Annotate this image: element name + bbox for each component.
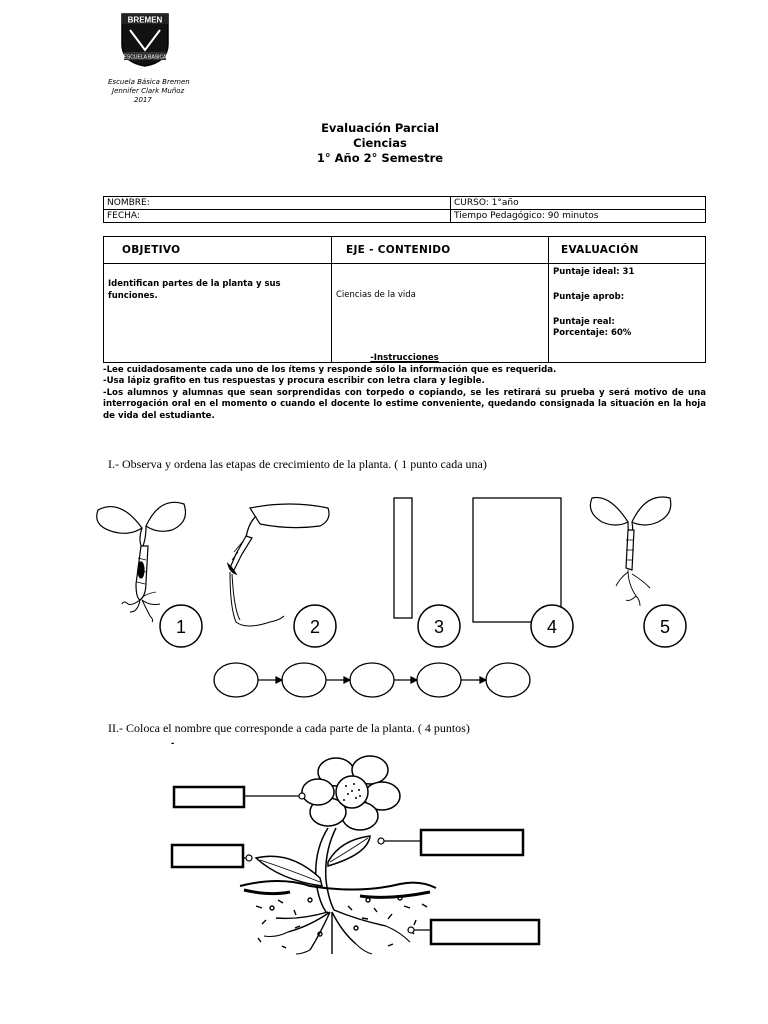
- number-label-2: 2: [309, 617, 321, 637]
- svg-text:BREMEN: BREMEN: [127, 15, 163, 25]
- objectives-table: [103, 236, 706, 363]
- question-2-text: II.- Coloca el nombre que corresponde a cada parte de la planta. ( 4 puntos): [108, 721, 470, 735]
- title-evaluation: Evaluación Parcial: [321, 121, 439, 135]
- stage-3-box: [394, 498, 412, 618]
- number-label-3: 3: [433, 617, 445, 637]
- school-name: Escuela Básica Bremen: [108, 78, 190, 86]
- instructions: [103, 353, 706, 422]
- label-box-leaf: [421, 830, 523, 855]
- number-label-1: 1: [175, 617, 187, 637]
- header-objetivo: OBJETIVO: [104, 237, 332, 264]
- info-table: [103, 196, 706, 223]
- instruction-item: -Los alumnos y alumnas que sean sorprendidas con torpedo o copiando, se les retirará su prueba y será motivo de una interrogación oral en el momento o cuando el docente lo estime conveniente, quedando consignada la situación en la hoja de vida del estudiante.: [103, 387, 706, 421]
- number-label-5: 5: [659, 617, 671, 637]
- content-axis-text: Ciencias de la vida: [332, 264, 549, 363]
- time-field: Tiempo Pedagógico: 90 minutos: [451, 210, 706, 223]
- school-year: 2017: [134, 96, 152, 104]
- number-label-4: 4: [546, 617, 558, 637]
- name-field[interactable]: NOMBRE:: [104, 197, 451, 210]
- instruction-item: -Lee cuidadosamente cada uno de los ítems y responde sólo la información que es requerida.: [103, 364, 557, 375]
- soil-and-roots-drawing: [240, 881, 436, 954]
- growth-stages: [80, 488, 700, 708]
- course-field: CURSO: 1°año: [451, 197, 706, 210]
- plant-parts-diagram: [160, 750, 560, 960]
- objective-text: Identifican partes de la planta y sus funciones.: [104, 264, 332, 363]
- label-box-flower: [174, 787, 244, 807]
- real-score: Puntaje real:: [553, 317, 615, 327]
- instruction-item: -Usa lápiz grafito en tus respuestas y procura escribir con letra clara y legible.: [103, 376, 485, 386]
- stem-drawing: [256, 828, 370, 912]
- order-oval-4: [417, 663, 461, 697]
- title-grade: 1° Año 2° Semestre: [316, 151, 444, 165]
- evaluation-cell: [549, 264, 706, 363]
- seedling-drawing-5: [590, 497, 670, 606]
- title-subject: Ciencias: [353, 136, 407, 150]
- label-box-stem: [172, 845, 243, 867]
- header-eje: EJE - CONTENIDO: [332, 237, 549, 264]
- order-oval-1: [214, 663, 258, 697]
- instructions-title: -Instrucciones: [370, 353, 439, 363]
- date-field[interactable]: FECHA:: [104, 210, 451, 223]
- document-titles: [230, 121, 530, 166]
- school-logo: [108, 10, 182, 68]
- seedling-drawing-1: [97, 502, 186, 622]
- order-oval-5: [486, 663, 530, 697]
- stray-mark: -: [171, 738, 175, 749]
- school-info: [108, 78, 190, 105]
- flower-drawing: [302, 756, 400, 830]
- question-1-text: I.- Observa y ordena las etapas de crecimiento de la planta. ( 1 punto cada una): [108, 457, 487, 471]
- stage-4-box: [473, 498, 561, 622]
- ideal-score: Puntaje ideal: 31: [553, 267, 635, 277]
- label-box-roots: [431, 920, 539, 944]
- passing-score: Puntaje aprob:: [553, 292, 625, 302]
- percentage: Porcentaje: 60%: [553, 328, 632, 338]
- svg-text:ESCUELA BASICA: ESCUELA BASICA: [123, 54, 167, 61]
- header-evaluacion: EVALUACIÓN: [549, 237, 706, 264]
- order-oval-3: [350, 663, 394, 697]
- order-oval-2: [282, 663, 326, 697]
- teacher-name: Jennifer Clark Muñoz: [112, 87, 185, 95]
